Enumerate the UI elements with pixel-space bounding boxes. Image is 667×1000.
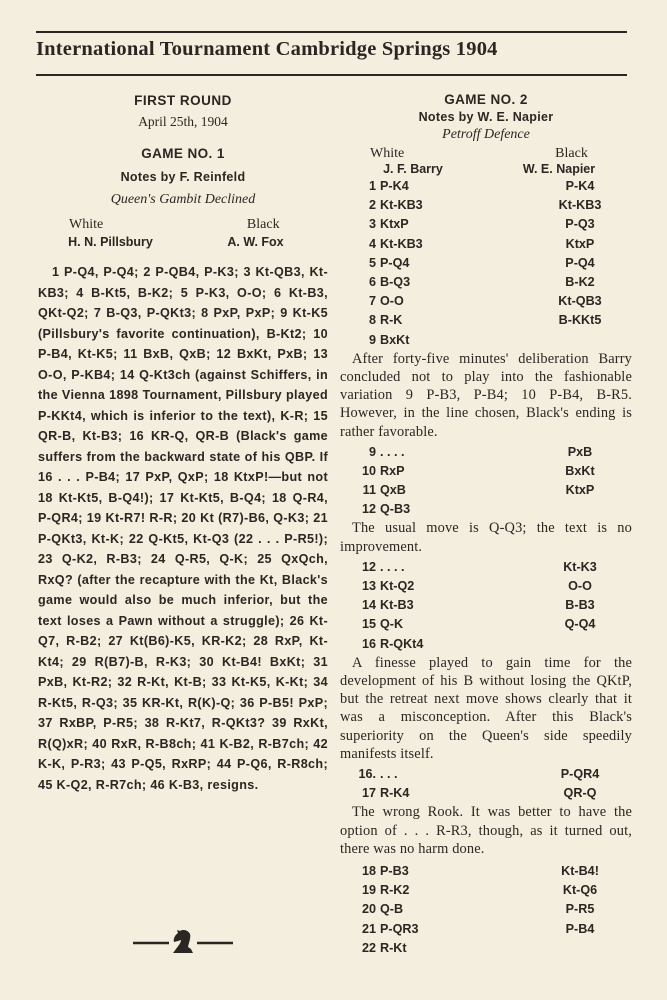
black-move: B-KKt5 — [558, 313, 602, 328]
game-1-title: GAME NO. 1 — [141, 146, 225, 161]
black-move: Kt-K3 — [563, 559, 597, 574]
move-row — [340, 615, 632, 634]
white-move: Q-K — [380, 617, 404, 632]
white-player: H. N. Pillsbury — [68, 235, 153, 249]
note-3: A finesse played to gain time for the development of his B without losing the QKtP, but the retreat next move shows clearly that it was a misconception. After this Black's superiority on the Queen's side speedily manifests itself. — [340, 654, 632, 762]
black-move — [500, 635, 632, 654]
white-move: P-Q4 — [380, 255, 410, 270]
black-move: PxB — [567, 444, 593, 459]
black-move: P-QR4 — [560, 767, 600, 782]
move-row — [340, 292, 632, 311]
round-heading: FIRST ROUND — [134, 93, 232, 108]
white-move: Q-B — [380, 902, 404, 917]
black-move: BxKt — [565, 463, 595, 478]
game-2-notes-by: Notes by W. E. Napier — [418, 110, 554, 124]
white-player: J. F. Barry — [383, 162, 443, 176]
move-row — [340, 215, 632, 234]
move-row — [340, 177, 632, 196]
black-label: Black — [555, 146, 588, 161]
game-1-players — [38, 235, 328, 249]
move-row — [340, 900, 632, 919]
black-move: Kt-Q6 — [562, 883, 598, 898]
black-move: P-Q3 — [565, 217, 595, 232]
move-row — [340, 443, 632, 462]
white-move: R-QKt4 — [380, 636, 424, 651]
white-move: . . . . — [380, 444, 405, 459]
left-column — [38, 90, 328, 795]
move-number: 22 — [361, 940, 376, 955]
move-row — [340, 881, 632, 900]
move-number: 19 — [361, 883, 376, 898]
right-column — [340, 90, 632, 958]
move-number: 9 — [368, 444, 376, 459]
game-date: April 25th, 1904 — [138, 114, 228, 129]
white-move: . . . — [380, 767, 398, 782]
black-move: KtxP — [565, 236, 595, 251]
black-move: Kt-KB3 — [558, 198, 602, 213]
game-2-title: GAME NO. 2 — [444, 92, 528, 107]
black-move: P-B4 — [565, 921, 595, 936]
move-row — [340, 273, 632, 292]
black-player: A. W. Fox — [227, 235, 284, 249]
white-move: P-K4 — [380, 179, 409, 193]
black-move: Q-Q4 — [564, 617, 596, 632]
move-number: 16. — [358, 767, 376, 782]
white-move: R-K4 — [380, 786, 410, 801]
move-row — [340, 939, 632, 958]
white-label: White — [69, 217, 104, 232]
moves-list-2 — [340, 443, 632, 520]
black-move: B-B3 — [565, 598, 595, 613]
white-move: Kt-KB3 — [380, 236, 423, 251]
move-number: 10 — [361, 463, 376, 478]
move-number: 7 — [368, 294, 376, 309]
white-move: . . . . — [380, 559, 405, 574]
white-move: P-QR3 — [380, 921, 419, 936]
move-number: 14 — [361, 598, 376, 613]
move-number: 4 — [368, 236, 376, 251]
knight-ornament-icon — [133, 928, 233, 954]
white-move: KtxP — [380, 217, 409, 232]
game-1-notes-by: Notes by F. Reinfeld — [120, 170, 246, 184]
move-row — [340, 254, 632, 273]
moves-list-4 — [340, 765, 632, 803]
move-row — [340, 481, 632, 500]
white-move: R-Kt — [380, 940, 407, 955]
move-number: 12 — [361, 502, 376, 517]
game-1-opening: Queen's Gambit Declined — [110, 192, 256, 207]
move-number: 20 — [361, 902, 376, 917]
white-move: O-O — [380, 294, 404, 309]
move-row — [340, 920, 632, 939]
moves-list-1 — [340, 177, 632, 350]
move-row — [340, 462, 632, 481]
move-row — [340, 577, 632, 596]
move-number: 15 — [361, 617, 376, 632]
header-rule-top — [36, 31, 627, 33]
note-4: The wrong Rook. It was better to have the option of . . . R-R3, though, as it turned out, there was no harm done. — [340, 804, 632, 857]
white-move: BxKt — [380, 332, 410, 347]
move-number: 8 — [368, 313, 376, 328]
black-move: Kt-QB3 — [558, 294, 602, 309]
black-move: O-O — [568, 579, 592, 594]
white-move: RxP — [380, 463, 405, 478]
move-number: 17 — [361, 786, 376, 801]
page-header: International Tournament Cambridge Springs 1904 — [36, 38, 498, 60]
moves-list-5 — [340, 862, 632, 958]
note-2: The usual move is Q-Q3; the text is no improvement. — [340, 520, 632, 555]
move-row — [340, 862, 632, 881]
black-move: P-K4 — [565, 179, 595, 193]
move-number: 12 — [361, 559, 376, 574]
white-move: P-B3 — [380, 864, 409, 878]
white-move: Q-B3 — [380, 502, 411, 517]
move-number: 13 — [361, 579, 376, 594]
game-2-colors — [340, 146, 632, 162]
move-row — [340, 500, 632, 519]
move-row — [340, 596, 632, 615]
move-number: 3 — [368, 217, 376, 232]
black-move — [500, 500, 632, 519]
white-move: R-K2 — [380, 883, 410, 898]
black-move: P-Q4 — [565, 255, 595, 270]
white-move: Kt-KB3 — [380, 198, 423, 213]
white-move: R-K — [380, 313, 403, 328]
black-move: B-K2 — [565, 274, 595, 289]
move-number: 1 — [368, 179, 376, 193]
game-2-opening: Petroff Defence — [442, 127, 530, 142]
black-move: QR-Q — [563, 786, 597, 801]
black-label: Black — [246, 217, 280, 232]
note-1: After forty-five minutes' deliberation Barry concluded not to play into the fashionable variation 9 P-B3, P-B4; 10 P-B4, B-R5. However, in the line chosen, Black's ending is rather favorable. — [340, 350, 632, 440]
move-row — [340, 765, 632, 784]
game-1-score: 1 P-Q4, P-Q4; 2 P-QB4, P-K3; 3 Kt-QB3, Kt-KB3; 4 B-Kt5, B-K2; 5 P-K3, O-O; 6 Kt-B3, QKt-Q2; 7 B-Q3, P-QKt3; 8 PxP, PxP; 9 Kt-K5 (Pillsbury's favorite continuation), B-Kt2; 10 P-B4, Kt-K5; 11 BxB, QxB; 12 BxKt, PxB; 13 O-O, P-KB4; 14 Q-Kt3ch (against Schiffers, in the Vienna 1898 Tournament, Pillsbury played P-KKt4, which is inferior to the text), K-R; 15 QR-B, Kt-B3; 16 KR-Q, QR-B (Black's game suffers from the backward state of his QBP. If 16 . . . P-B4; 17 PxP, QxP; 18 KtxP!—but not 18 Kt-Kt5, B-Q4!); 17 Kt-Kt5, B-Q4; 18 Q-R4, P-QR4; 19 Kt-R7! R-R; 20 Kt (R7)-B6, Q-K3; 21 P-QKt3, Kt-K; 22 Q-Kt5, Kt-Q3 (22 . . . P-R5!); 23 Q-K2, R-B3; 24 Q-R5, Q-K; 25 QxQch, RxQ? (after the recapture with the Kt, Black's game would also be much inferior, but the text loses a Pawn without a struggle); 26 Kt-Q7, R-B2; 27 Kt(B6)-K5, KR-K2; 28 RxP, Kt-Kt4; 29 R(B7)-B, R-K3; 30 Kt-B4! BxKt; 31 PxB, Kt-R2; 32 R-Kt, Kt-B; 33 Kt-K5, K-Kt; 34 R-Kt5, R-Q3; 35 KR-Kt, R(K)-Q; 36 P-B5! PxP; 37 RxBP, P-R5; 38 R-Kt7, R-QKt3? 39 RxKt, R(Q)xR; 40 RxR, R-B8ch; 41 K-B2, R-B7ch; 42 K-K, P-R3; 43 P-Q5, RxRP; 44 P-Q6, R-R8ch; 45 K-Q2, R-R7ch; 46 K-B3, resigns. — [38, 265, 328, 792]
moves-list-3 — [340, 558, 632, 654]
white-move: B-Q3 — [380, 274, 411, 289]
header-rule-bottom — [36, 74, 627, 76]
white-move: Kt-Q2 — [380, 579, 415, 594]
move-number: 6 — [368, 274, 376, 289]
move-row — [340, 331, 632, 350]
move-row — [340, 635, 632, 654]
game-2-players — [340, 162, 632, 176]
black-move: KtxP — [565, 483, 595, 498]
move-number: 5 — [368, 255, 376, 270]
move-number: 11 — [362, 483, 376, 498]
move-row — [340, 558, 632, 577]
white-move: Kt-B3 — [380, 598, 414, 613]
move-row — [340, 784, 632, 803]
black-player: W. E. Napier — [522, 162, 596, 176]
white-label: White — [370, 146, 405, 161]
move-number: 9 — [368, 332, 376, 347]
move-row — [340, 196, 632, 215]
game-1-colors — [38, 217, 328, 233]
move-number: 16 — [361, 636, 376, 651]
black-move: P-R5 — [565, 902, 595, 917]
move-number: 21 — [361, 921, 376, 936]
move-number: 2 — [368, 198, 376, 213]
move-number: 18 — [361, 864, 376, 878]
move-row — [340, 235, 632, 254]
black-move: Kt-B4! — [561, 864, 599, 878]
black-move — [500, 939, 632, 958]
black-move — [500, 331, 632, 350]
move-row — [340, 311, 632, 330]
white-move: QxB — [380, 483, 406, 498]
